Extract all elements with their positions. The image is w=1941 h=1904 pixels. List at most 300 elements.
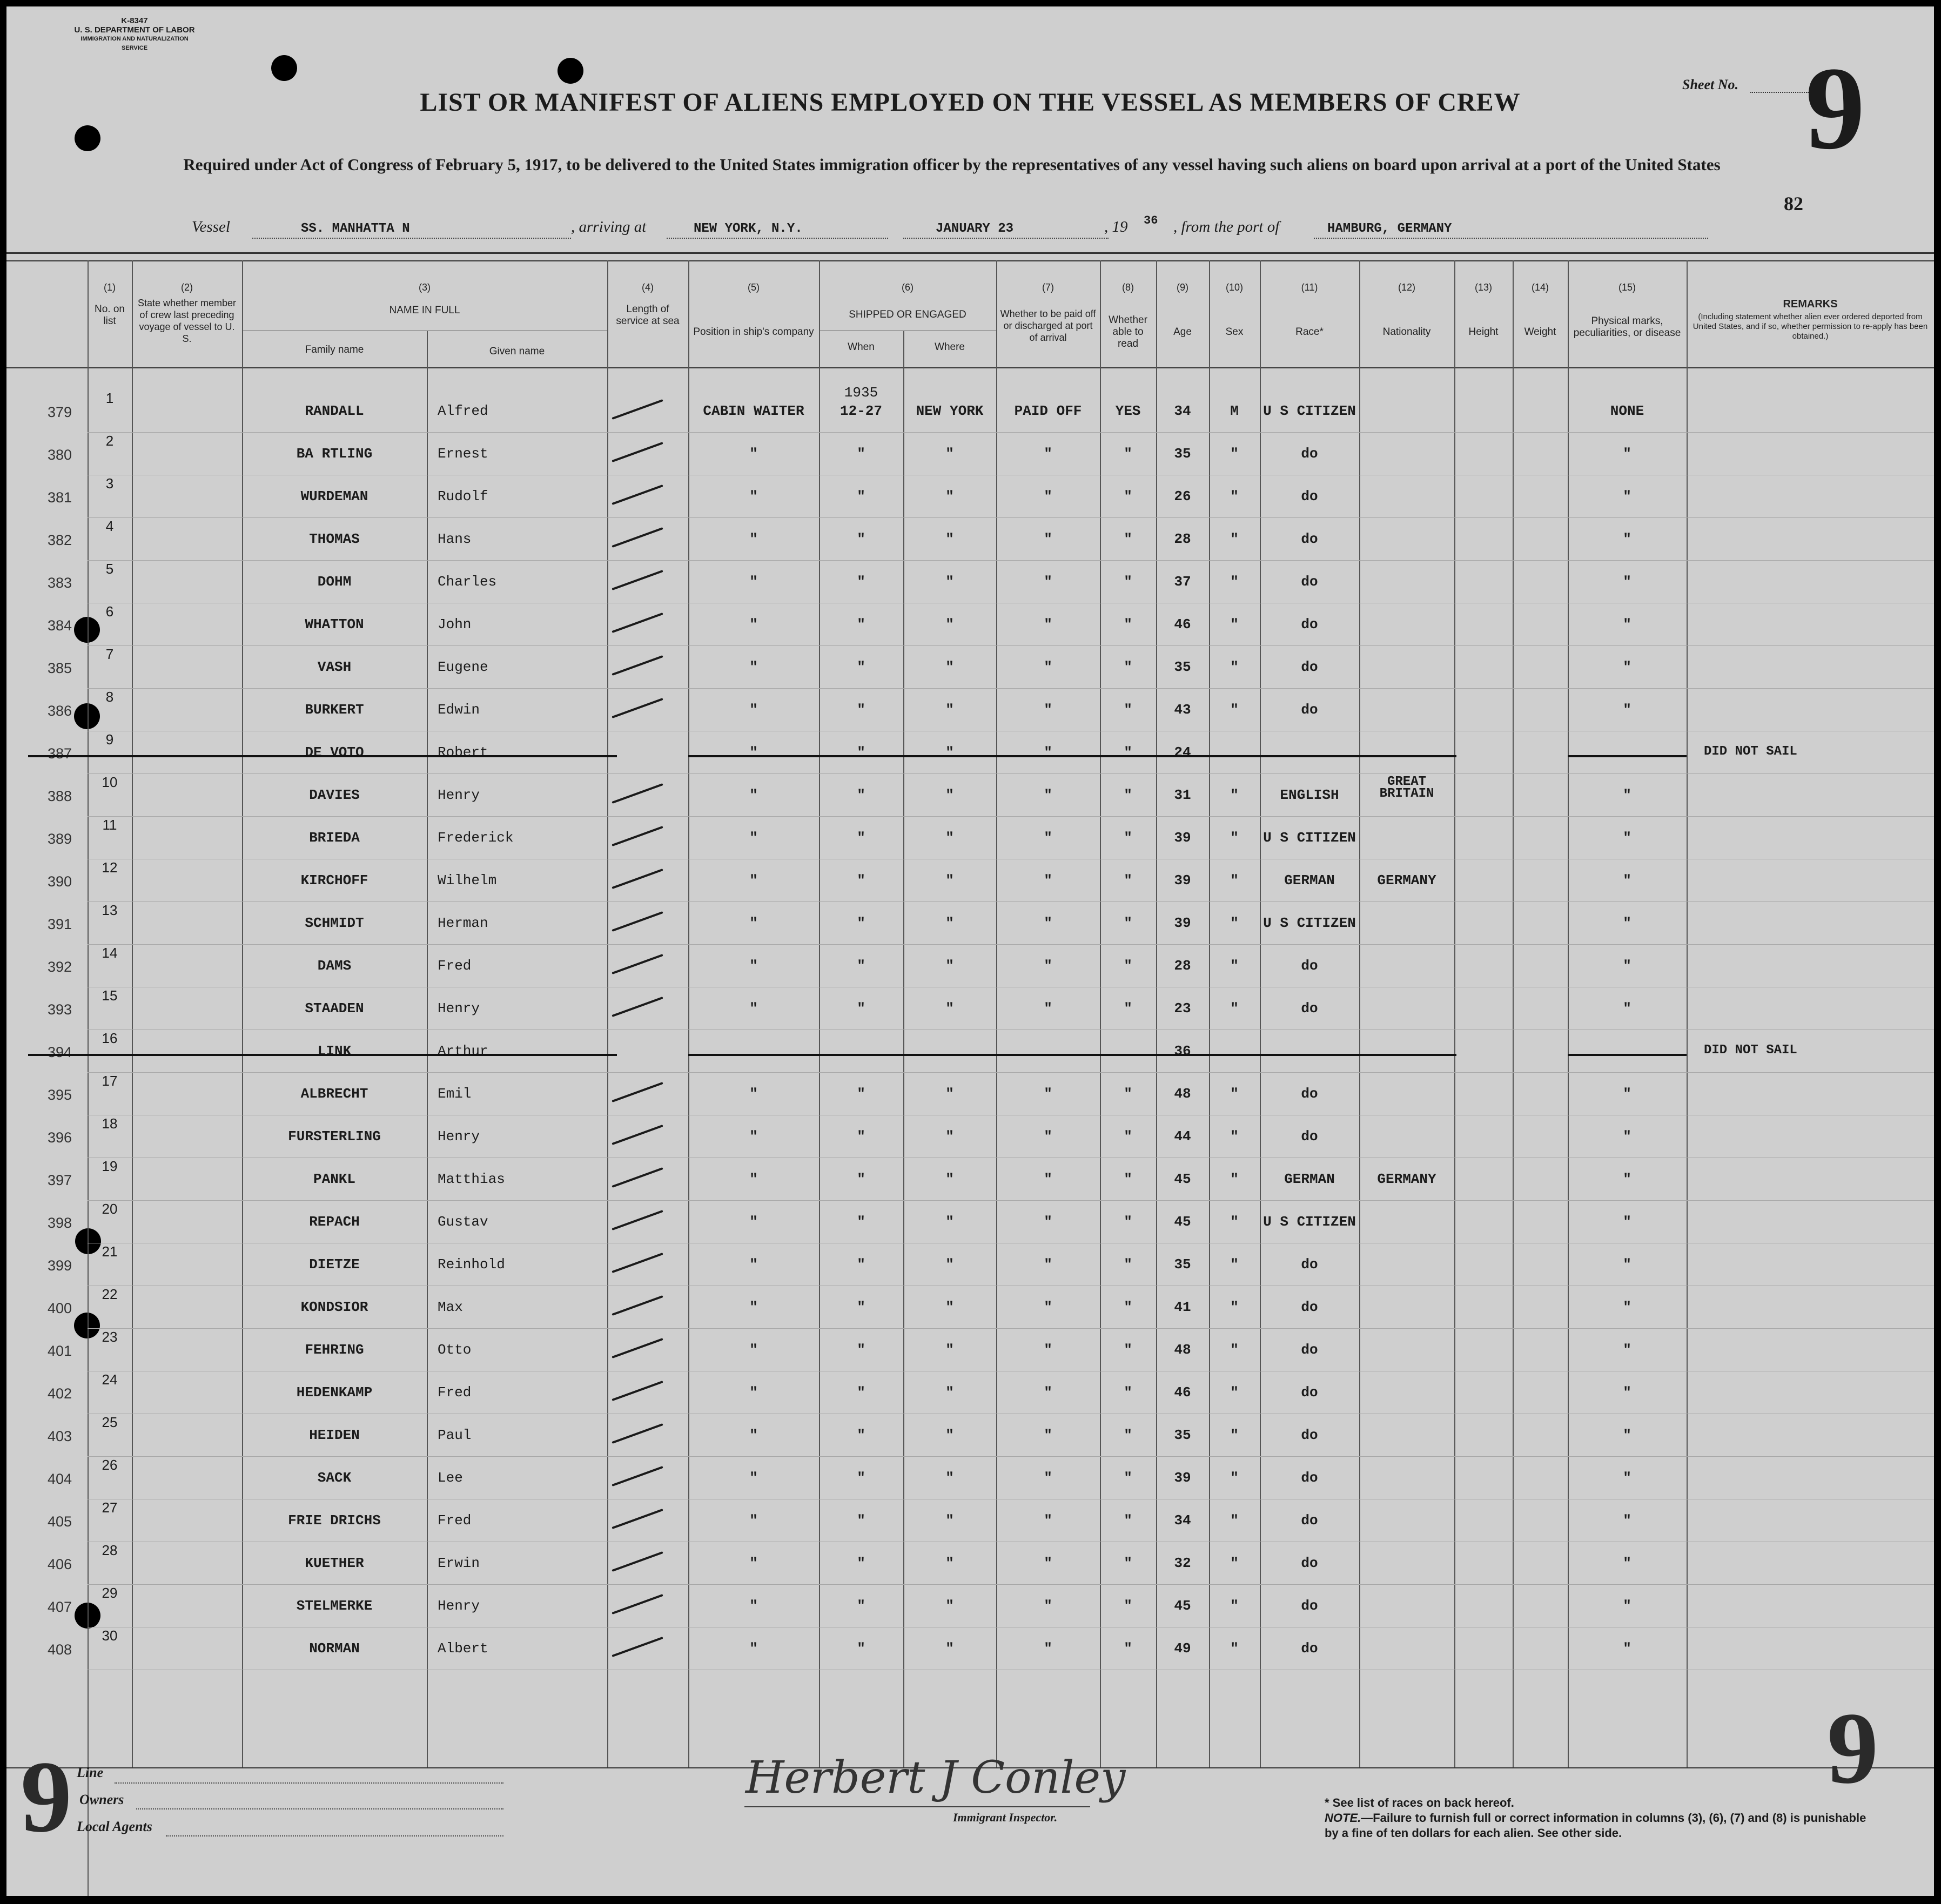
cell-age: 45	[1174, 1214, 1191, 1230]
cell-age: 39	[1174, 830, 1191, 846]
cell-race: do	[1301, 1555, 1318, 1571]
cell-age: 49	[1174, 1640, 1191, 1657]
cell-sex: "	[1230, 616, 1239, 633]
cell-no: 25	[102, 1414, 118, 1430]
cell-paid: "	[1044, 616, 1052, 633]
cell-sex: "	[1230, 830, 1239, 846]
cell-when: "	[857, 872, 865, 889]
line-label: Line	[77, 1765, 104, 1780]
cell-giv: Robert	[438, 744, 488, 761]
cell-giv: John	[438, 616, 472, 633]
cell-no: 1	[105, 390, 114, 406]
cell-read: "	[1124, 1384, 1132, 1401]
margin-line-number: 391	[48, 916, 72, 932]
cell-age: 48	[1174, 1342, 1191, 1358]
cell-phys: "	[1623, 531, 1631, 547]
cell-paid: "	[1044, 1598, 1052, 1614]
cell-pos: "	[749, 1299, 758, 1315]
row-rule	[88, 517, 1934, 518]
cell-where: "	[945, 830, 954, 846]
cell-giv: Emil	[438, 1086, 472, 1102]
cell-fam: FRIE DRICHS	[288, 1512, 381, 1529]
row-rule	[88, 773, 1934, 774]
departure-port: HAMBURG, GERMANY	[1327, 221, 1452, 236]
margin-line-number: 385	[48, 660, 72, 676]
cell-fam: VASH	[317, 659, 352, 675]
punch-hole	[558, 58, 583, 84]
cell-sex: "	[1230, 702, 1239, 718]
cell-read: "	[1124, 531, 1132, 547]
cell-no: 30	[102, 1627, 118, 1644]
vessel-name: SS. MANHATTA N	[301, 221, 410, 236]
cell-age: 26	[1174, 488, 1191, 504]
cell-age: 34	[1174, 403, 1191, 419]
cell-fam: STELMERKE	[296, 1598, 373, 1614]
cell-pos: "	[749, 1214, 758, 1230]
cell-pos: "	[749, 1384, 758, 1401]
cell-age: 31	[1174, 787, 1191, 803]
cell-age: 46	[1174, 616, 1191, 633]
service-checkmark	[612, 1295, 663, 1316]
cell-read: "	[1124, 1000, 1132, 1017]
cell-where: "	[945, 446, 954, 462]
cell-giv: Fred	[438, 1384, 472, 1401]
col-header-nationality: Nationality	[1382, 326, 1431, 338]
cell-paid: "	[1044, 1427, 1052, 1443]
cell-phys: "	[1623, 574, 1631, 590]
cell-pos: CABIN WAITER	[703, 403, 804, 419]
cell-race: do	[1301, 488, 1318, 504]
cell-where: "	[945, 1342, 954, 1358]
cell-giv: Max	[438, 1299, 463, 1315]
cell-read: "	[1124, 1086, 1132, 1102]
cell-where: "	[945, 1128, 954, 1145]
margin-line-number: 405	[48, 1513, 72, 1530]
service-checkmark	[612, 1167, 663, 1188]
cell-pos: "	[749, 616, 758, 633]
cell-when: "	[857, 1214, 865, 1230]
cell-race: do	[1301, 1427, 1318, 1443]
page-title: LIST OR MANIFEST OF ALIENS EMPLOYED ON THE VESSEL AS MEMBERS OF CREW	[420, 88, 1521, 117]
cell-no: 22	[102, 1286, 118, 1302]
row-rule	[88, 901, 1934, 902]
service-checkmark	[612, 1210, 663, 1230]
service-checkmark	[612, 1509, 663, 1529]
margin-line-number: 384	[48, 617, 72, 634]
col-header-family-name: Family name	[305, 344, 364, 355]
cell-age: 35	[1174, 446, 1191, 462]
margin-line-number: 386	[48, 703, 72, 719]
cell-sex: "	[1230, 1256, 1239, 1273]
corner-sheet-number-right: 9	[1827, 1692, 1878, 1805]
cell-sex: M	[1230, 403, 1239, 419]
cell-giv: Eugene	[438, 659, 488, 675]
races-note: * See list of races on back hereof.	[1325, 1796, 1514, 1809]
arrival-date: JANUARY 23	[936, 221, 1014, 236]
service-checkmark	[612, 826, 663, 846]
service-checkmark	[612, 655, 663, 676]
cell-when: "	[857, 1470, 865, 1486]
service-checkmark	[612, 869, 663, 889]
cell-sex: "	[1230, 1214, 1239, 1230]
cell-sex: "	[1230, 1086, 1239, 1102]
cell-pos: "	[749, 915, 758, 931]
cell-fam: KIRCHOFF	[300, 872, 368, 889]
cell-phys: "	[1623, 1128, 1631, 1145]
cell-fam: LINK	[317, 1043, 352, 1059]
service-checkmark	[612, 570, 663, 590]
cell-age: 45	[1174, 1171, 1191, 1187]
col-10-number: (10)	[1225, 282, 1243, 293]
cell-rem: DID NOT SAIL	[1704, 1043, 1797, 1058]
cell-giv: Gustav	[438, 1214, 488, 1230]
cell-phys: "	[1623, 616, 1631, 633]
cell-race: GERMAN	[1284, 1171, 1335, 1187]
cell-race: do	[1301, 1299, 1318, 1315]
margin-line-number: 396	[48, 1129, 72, 1146]
cell-where: "	[945, 1427, 954, 1443]
cell-fam: KONDSIOR	[300, 1299, 368, 1315]
strike-through-line	[688, 1054, 1456, 1056]
service-checkmark	[612, 698, 663, 718]
cell-pos: "	[749, 1598, 758, 1614]
cell-pos: "	[749, 1640, 758, 1657]
col-header-sex: Sex	[1225, 326, 1244, 338]
cell-read: "	[1124, 616, 1132, 633]
cell-sex: "	[1230, 1427, 1239, 1443]
cell-age: 24	[1174, 744, 1191, 761]
cell-phys: "	[1623, 1427, 1631, 1443]
row-rule	[88, 816, 1934, 817]
cell-age: 37	[1174, 574, 1191, 590]
cell-sex: "	[1230, 915, 1239, 931]
cell-pos: "	[749, 1171, 758, 1187]
cell-when: "	[857, 1128, 865, 1145]
cell-paid: "	[1044, 574, 1052, 590]
row-rule	[88, 432, 1934, 433]
cell-phys: "	[1623, 1214, 1631, 1230]
cell-sex: "	[1230, 659, 1239, 675]
cell-paid: "	[1044, 702, 1052, 718]
strike-through-line	[1568, 1054, 1687, 1056]
cell-no: 15	[102, 987, 118, 1004]
vessel-info-row	[6, 214, 1934, 243]
service-checkmark	[612, 613, 663, 633]
cell-sex: "	[1230, 1470, 1239, 1486]
row-rule	[88, 1328, 1934, 1329]
cell-where: "	[945, 1384, 954, 1401]
cell-race: do	[1301, 1512, 1318, 1529]
cell-phys: "	[1623, 659, 1631, 675]
cell-paid: "	[1044, 1214, 1052, 1230]
cell-fam: HEIDEN	[309, 1427, 360, 1443]
cell-giv: Henry	[438, 1000, 480, 1017]
cell-sex: "	[1230, 1299, 1239, 1315]
cell-giv: Albert	[438, 1640, 488, 1657]
cell-age: 28	[1174, 531, 1191, 547]
cell-sex: "	[1230, 1384, 1239, 1401]
cell-where: "	[945, 1512, 954, 1529]
strike-through-line	[688, 755, 1456, 757]
cell-race: GERMAN	[1284, 872, 1335, 889]
cell-when: "	[857, 744, 865, 761]
cell-no: 6	[105, 603, 114, 620]
col-14-number: (14)	[1531, 282, 1549, 293]
cell-where: "	[945, 1640, 954, 1657]
cell-age: 23	[1174, 1000, 1191, 1017]
cell-read: "	[1124, 958, 1132, 974]
cell-phys: "	[1623, 1512, 1631, 1529]
cell-giv: Frederick	[438, 830, 514, 846]
col-header-remarks-detail: (Including statement whether alien ever ordered deported from United States, and if so, whether permission to re-apply has been obtained.)	[1693, 312, 1928, 341]
service-checkmark	[612, 954, 663, 974]
cell-paid: "	[1044, 1086, 1052, 1102]
cell-phys: "	[1623, 1640, 1631, 1657]
cell-age: 35	[1174, 659, 1191, 675]
cell-read: "	[1124, 702, 1132, 718]
cell-no: 3	[105, 475, 114, 492]
cell-read: "	[1124, 744, 1132, 761]
cell-fam: DOHM	[317, 574, 352, 590]
cell-paid: "	[1044, 1512, 1052, 1529]
sheet-number: 9	[1805, 42, 1865, 174]
cell-giv: Fred	[438, 1512, 472, 1529]
cell-fam: HEDENKAMP	[296, 1384, 373, 1401]
cell-age: 46	[1174, 1384, 1191, 1401]
cell-sex: "	[1230, 1598, 1239, 1614]
col-header-able-to-read: Whether able to read	[1109, 314, 1147, 349]
cell-nat: GERMANY	[1377, 1171, 1436, 1187]
manifest-sheet	[6, 6, 1934, 1896]
cell-fam: KUETHER	[305, 1555, 364, 1571]
cell-when: "	[857, 1342, 865, 1358]
cell-pos: "	[749, 488, 758, 504]
cell-where: "	[945, 1256, 954, 1273]
cell-giv: Erwin	[438, 1555, 480, 1571]
punch-hole	[271, 55, 297, 81]
cell-giv: Hans	[438, 531, 472, 547]
cell-where: "	[945, 872, 954, 889]
service-checkmark	[612, 1423, 663, 1444]
cell-read: "	[1124, 1555, 1132, 1571]
col-header-shipped-or-engaged: SHIPPED OR ENGAGED	[849, 309, 966, 320]
cell-pos: "	[749, 574, 758, 590]
row-rule	[88, 1456, 1934, 1457]
cell-when: "	[857, 1086, 865, 1102]
row-rule	[88, 688, 1934, 689]
cell-where: "	[945, 1000, 954, 1017]
cell-phys: "	[1623, 1555, 1631, 1571]
service-checkmark	[612, 911, 663, 932]
service-checkmark	[612, 997, 663, 1017]
col-5-number: (5)	[748, 282, 760, 293]
cell-where: "	[945, 574, 954, 590]
cell-race: do	[1301, 531, 1318, 547]
margin-line-number: 403	[48, 1428, 72, 1444]
strike-through-line	[28, 1054, 617, 1056]
cell-paid: "	[1044, 488, 1052, 504]
cell-no: 26	[102, 1457, 118, 1473]
margin-line-number: 390	[48, 873, 72, 890]
col-6-number: (6)	[902, 282, 914, 293]
cell-when: "	[857, 915, 865, 931]
cell-paid: "	[1044, 1299, 1052, 1315]
cell-age: 41	[1174, 1299, 1191, 1315]
cell-paid: "	[1044, 1342, 1052, 1358]
cell-giv: Herman	[438, 915, 488, 931]
cell-race: do	[1301, 1000, 1318, 1017]
cell-paid: "	[1044, 1128, 1052, 1145]
cell-age: 35	[1174, 1427, 1191, 1443]
service-checkmark	[612, 399, 663, 420]
cell-where: "	[945, 531, 954, 547]
cell-pos: "	[749, 1342, 758, 1358]
cell-where: "	[945, 488, 954, 504]
vessel-label: Vessel	[192, 218, 230, 236]
cell-sex: "	[1230, 1342, 1239, 1358]
col-7-number: (7)	[1042, 282, 1054, 293]
local-agents-label: Local Agents	[77, 1819, 152, 1834]
cell-sex: "	[1230, 1128, 1239, 1145]
cell-sex: "	[1230, 1555, 1239, 1571]
cell-race: do	[1301, 446, 1318, 462]
cell-paid: "	[1044, 1555, 1052, 1571]
cell-no: 24	[102, 1371, 118, 1388]
service-checkmark	[612, 1338, 663, 1358]
cell-pos: "	[749, 744, 758, 761]
cell-where: "	[945, 1555, 954, 1571]
cell-when: "	[857, 1640, 865, 1657]
cell-paid: "	[1044, 446, 1052, 462]
cell-sex: "	[1230, 574, 1239, 590]
margin-line-number: 400	[48, 1300, 72, 1316]
cell-paid: "	[1044, 872, 1052, 889]
cell-phys: "	[1623, 830, 1631, 846]
cell-no: 10	[102, 774, 118, 790]
margin-line-number: 407	[48, 1599, 72, 1615]
cell-giv: Henry	[438, 787, 480, 803]
cell-when: "	[857, 574, 865, 590]
cell-pos: "	[749, 1086, 758, 1102]
cell-sex: "	[1230, 958, 1239, 974]
cell-no: 27	[102, 1499, 118, 1516]
cell-read: "	[1124, 1299, 1132, 1315]
cell-no: 20	[102, 1201, 118, 1217]
cell-race: ENGLISH	[1280, 787, 1339, 803]
cell-race: do	[1301, 616, 1318, 633]
cell-paid: "	[1044, 1640, 1052, 1657]
cell-age: 34	[1174, 1512, 1191, 1529]
row-rule	[88, 1584, 1934, 1585]
cell-read: "	[1124, 1214, 1132, 1230]
col-header-given-name: Given name	[489, 346, 545, 357]
cell-read: "	[1124, 1512, 1132, 1529]
cell-phys: "	[1623, 702, 1631, 718]
col-header-where: Where	[935, 341, 965, 353]
cell-age: 35	[1174, 1256, 1191, 1273]
service-name: IMMIGRATION AND NATURALIZATION SERVICE	[80, 36, 189, 51]
cell-fam: FEHRING	[305, 1342, 364, 1358]
row-rule	[88, 560, 1934, 561]
cell-read: "	[1124, 1427, 1132, 1443]
cell-pos: "	[749, 1000, 758, 1017]
cell-race: do	[1301, 1470, 1318, 1486]
cell-phys: "	[1623, 1171, 1631, 1187]
col-13-number: (13)	[1474, 282, 1492, 293]
cell-no: 11	[102, 817, 117, 833]
cell-read: "	[1124, 1128, 1132, 1145]
cell-paid: "	[1044, 830, 1052, 846]
owners-label: Owners	[79, 1792, 124, 1807]
col-8-number: (8)	[1122, 282, 1134, 293]
cell-read: "	[1124, 915, 1132, 931]
cell-where: "	[945, 1299, 954, 1315]
cell-race: U S CITIZEN	[1263, 830, 1356, 846]
cell-fam: BA RTLING	[296, 446, 373, 462]
row-rule	[88, 1200, 1934, 1201]
cell-where: "	[945, 702, 954, 718]
margin-line-number: 398	[48, 1215, 72, 1231]
cell-fam: REPACH	[309, 1214, 360, 1230]
cell-when: "	[857, 1598, 865, 1614]
cell-pos: "	[749, 1470, 758, 1486]
col-3-number: (3)	[419, 282, 431, 293]
cell-pos: "	[749, 659, 758, 675]
cell-sex: "	[1230, 1640, 1239, 1657]
cell-phys: "	[1623, 488, 1631, 504]
cell-race: do	[1301, 1086, 1318, 1102]
service-checkmark	[612, 1082, 663, 1102]
cell-when: "	[857, 616, 865, 633]
arrival-year: 36	[1144, 214, 1158, 227]
cell-age: 44	[1174, 1128, 1191, 1145]
cell-pos: "	[749, 702, 758, 718]
form-code: K-8347	[121, 16, 148, 25]
cell-sex: "	[1230, 446, 1239, 462]
cell-no: 4	[105, 518, 114, 534]
col-header-paid-off: Whether to be paid off or discharged at port of arrival	[1000, 308, 1096, 343]
cell-no: 9	[105, 731, 114, 748]
page-reference: 82	[1784, 193, 1803, 214]
col-header-age: Age	[1173, 326, 1192, 338]
cell-nat: GREAT BRITAIN	[1379, 775, 1434, 801]
cell-when: "	[857, 830, 865, 846]
cell-giv: Charles	[438, 574, 497, 590]
cell-race: U S CITIZEN	[1263, 403, 1356, 419]
cell-pos: "	[749, 787, 758, 803]
cell-age: 39	[1174, 1470, 1191, 1486]
col-2-number: (2)	[181, 282, 193, 293]
cell-when: "	[857, 1427, 865, 1443]
cell-phys: "	[1623, 872, 1631, 889]
cell-fam: THOMAS	[309, 531, 360, 547]
cell-pos: "	[749, 872, 758, 889]
cell-giv: Matthias	[438, 1171, 505, 1187]
cell-fam: BURKERT	[305, 702, 364, 718]
cell-where: "	[945, 1171, 954, 1187]
margin-line-number: 401	[48, 1343, 72, 1359]
strike-through-line	[1568, 755, 1687, 757]
margin-line-number: 382	[48, 532, 72, 548]
margin-line-number: 404	[48, 1471, 72, 1487]
row-rule	[88, 645, 1934, 646]
cell-phys: "	[1623, 1342, 1631, 1358]
cell-where: "	[945, 787, 954, 803]
cell-read: "	[1124, 488, 1132, 504]
cell-sex: "	[1230, 488, 1239, 504]
department-name: U. S. DEPARTMENT OF LABOR	[74, 25, 195, 35]
cell-fam: DIETZE	[309, 1256, 360, 1273]
